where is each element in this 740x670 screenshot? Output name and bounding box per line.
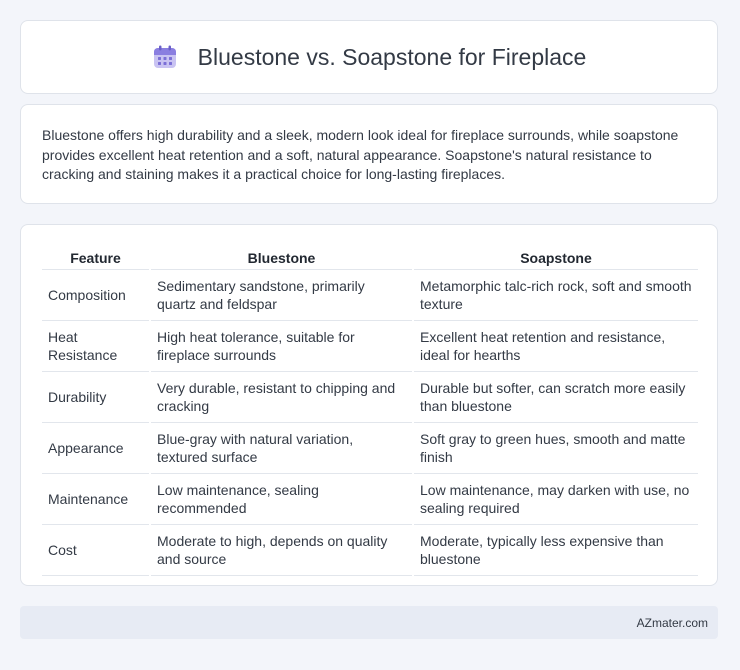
bluestone-cell: Sedimentary sandstone, primarily quartz and feldspar — [151, 270, 412, 321]
feature-cell: Cost — [42, 525, 149, 576]
table-row — [42, 270, 698, 321]
feature-cell: Maintenance — [42, 474, 149, 525]
table-row — [42, 423, 698, 474]
feature-cell: Appearance — [42, 423, 149, 474]
title-card — [20, 20, 718, 94]
soapstone-cell: Low maintenance, may darken with use, no sealing required — [414, 474, 698, 525]
table-row — [42, 321, 698, 372]
title-wrap — [152, 44, 587, 71]
comparison-card — [20, 224, 718, 586]
header-feature: Feature — [42, 246, 149, 270]
bluestone-cell: Moderate to high, depends on quality and source — [151, 525, 412, 576]
header-bluestone: Bluestone — [151, 246, 412, 270]
table-row — [42, 474, 698, 525]
feature-cell: Heat Resistance — [42, 321, 149, 372]
comparison-table — [40, 246, 700, 576]
feature-cell: Durability — [42, 372, 149, 423]
table-row — [42, 372, 698, 423]
bluestone-cell: Very durable, resistant to chipping and cracking — [151, 372, 412, 423]
soapstone-cell: Excellent heat retention and resistance, ideal for hearths — [414, 321, 698, 372]
soapstone-cell: Metamorphic talc-rich rock, soft and smooth texture — [414, 270, 698, 321]
summary-card — [20, 104, 718, 204]
footer-bar — [20, 606, 718, 639]
footer-brand: AZmater.com — [636, 615, 708, 630]
calendar-icon — [152, 44, 178, 70]
page-title: Bluestone vs. Soapstone for Fireplace — [197, 43, 587, 70]
soapstone-cell: Moderate, typically less expensive than bluestone — [414, 525, 698, 576]
header-soapstone: Soapstone — [414, 246, 698, 270]
soapstone-cell: Durable but softer, can scratch more easily than bluestone — [414, 372, 698, 423]
bluestone-cell: High heat tolerance, suitable for fireplace surrounds — [151, 321, 412, 372]
table-header-row — [42, 246, 698, 270]
summary-text: Bluestone offers high durability and a sleek, modern look ideal for fireplace surrounds, while soapstone provides excellent heat retention and a soft, natural appearance. Soapstone's natural resistance to cracking and staining makes it a practical choice for long-lasting fireplaces. — [42, 127, 679, 182]
soapstone-cell: Soft gray to green hues, smooth and matte finish — [414, 423, 698, 474]
table-row — [42, 525, 698, 576]
feature-cell: Composition — [42, 270, 149, 321]
bluestone-cell: Blue-gray with natural variation, textured surface — [151, 423, 412, 474]
bluestone-cell: Low maintenance, sealing recommended — [151, 474, 412, 525]
